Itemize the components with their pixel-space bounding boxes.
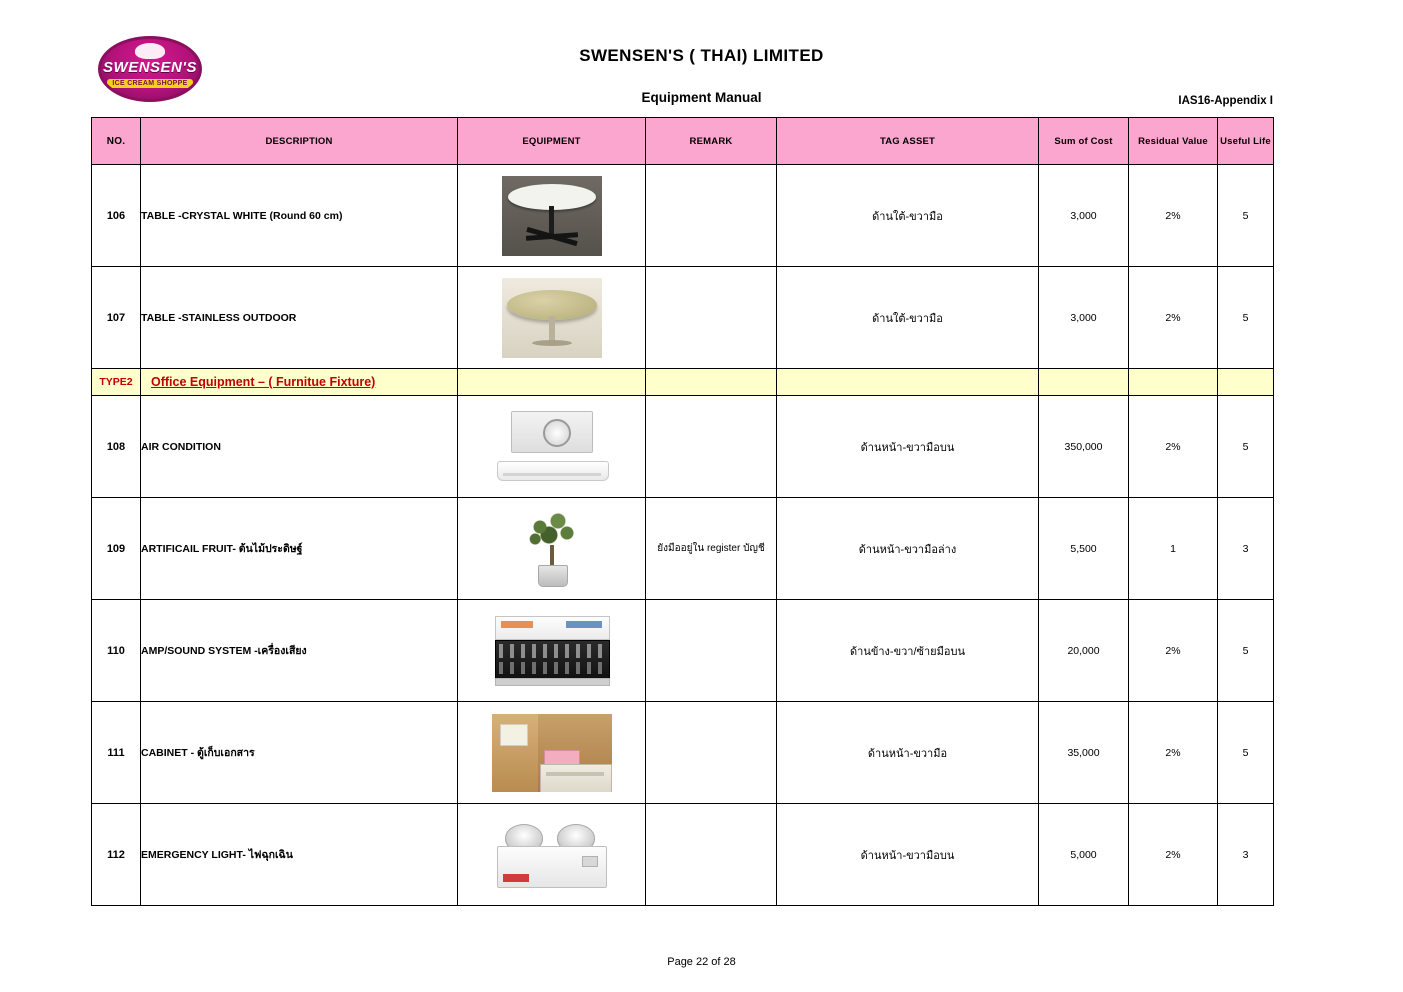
column-header-description: DESCRIPTION — [141, 118, 458, 165]
column-header-equipment: EQUIPMENT — [458, 118, 646, 165]
cell-description: EMERGENCY LIGHT- ไฟฉุกเฉิน — [141, 804, 458, 906]
pot-shape — [538, 565, 568, 587]
cell-remark — [646, 600, 777, 702]
cell-description: AMP/SOUND SYSTEM -เครื่องเสียง — [141, 600, 458, 702]
cell-equipment-image — [458, 165, 646, 267]
column-header-remark: REMARK — [646, 118, 777, 165]
cell-useful-life: 5 — [1218, 600, 1274, 702]
indoor-unit-shape — [497, 461, 609, 481]
emergency-light-photo — [489, 816, 614, 894]
cell-sum-of-cost: 5,000 — [1039, 804, 1129, 906]
cell-remark — [646, 165, 777, 267]
cabinet-photo — [492, 714, 612, 792]
stainless-outdoor-table-photo — [502, 278, 602, 358]
table-row — [92, 165, 1274, 267]
cell-useful-life: 5 — [1218, 396, 1274, 498]
cell-sum-of-cost: 3,000 — [1039, 165, 1129, 267]
column-header-tag-asset: TAG ASSET — [777, 118, 1039, 165]
cell-equipment-image — [458, 804, 646, 906]
column-header-no: NO. — [92, 118, 141, 165]
amp-knob-row-2-shape — [499, 662, 604, 674]
column-header-residual-value: Residual Value — [1129, 118, 1218, 165]
cell-useful-life: 5 — [1218, 267, 1274, 369]
cell-equipment-image — [458, 396, 646, 498]
table-row — [92, 702, 1274, 804]
cell-remark — [646, 804, 777, 906]
round-white-table-photo — [502, 176, 602, 256]
cell-residual-value: 2% — [1129, 396, 1218, 498]
cell-tag-asset: ด้านข้าง-ขวา/ซ้ายมือบน — [777, 600, 1039, 702]
cell-tag-asset: ด้านหน้า-ขวามือ — [777, 702, 1039, 804]
amp-brand-right-shape — [566, 621, 602, 628]
cell-tag-asset: ด้านหน้า-ขวามือบน — [777, 804, 1039, 906]
table-row — [92, 804, 1274, 906]
cell-type-blank-equipment — [458, 369, 646, 396]
light-switch-shape — [582, 856, 598, 867]
cell-equipment-image — [458, 600, 646, 702]
cell-type-blank-residual — [1129, 369, 1218, 396]
cell-useful-life: 3 — [1218, 498, 1274, 600]
column-header-useful-life: Useful Life — [1218, 118, 1274, 165]
cell-sum-of-cost: 3,000 — [1039, 267, 1129, 369]
cell-type-blank-tag — [777, 369, 1039, 396]
cell-tag-asset: ด้านหน้า-ขวามือล่าง — [777, 498, 1039, 600]
document-subtitle: Equipment Manual — [641, 90, 762, 105]
cell-residual-value: 2% — [1129, 267, 1218, 369]
cell-remark — [646, 396, 777, 498]
poster-shape — [500, 724, 528, 746]
vent-shape — [503, 473, 601, 476]
cell-no: 111 — [92, 702, 141, 804]
cell-equipment-image — [458, 267, 646, 369]
document-header — [0, 0, 1403, 110]
table-type-row — [92, 369, 1274, 396]
cell-remark — [646, 702, 777, 804]
cell-no: 108 — [92, 396, 141, 498]
cell-sum-of-cost: 5,500 — [1039, 498, 1129, 600]
amp-base-shape — [495, 678, 610, 686]
cell-remark — [646, 267, 777, 369]
cell-useful-life: 5 — [1218, 165, 1274, 267]
cell-equipment-image — [458, 702, 646, 804]
cell-tag-asset: ด้านใต้-ขวามือ — [777, 165, 1039, 267]
cell-type-blank-cost — [1039, 369, 1129, 396]
cell-type-label: Office Equipment – ( Furnitue Fixture) — [141, 369, 458, 396]
cell-useful-life: 3 — [1218, 804, 1274, 906]
cell-description: AIR CONDITION — [141, 396, 458, 498]
cell-equipment-image — [458, 498, 646, 600]
cell-residual-value: 2% — [1129, 702, 1218, 804]
cell-residual-value: 2% — [1129, 600, 1218, 702]
table-row — [92, 600, 1274, 702]
table-row — [92, 498, 1274, 600]
document-reference: IAS16-Appendix I — [1178, 95, 1273, 107]
amp-knob-row-shape — [499, 644, 604, 658]
logo-tagline: ICE CREAM SHOPPE — [107, 79, 192, 89]
cell-tag-asset: ด้านหน้า-ขวามือบน — [777, 396, 1039, 498]
cell-tag-asset: ด้านใต้-ขวามือ — [777, 267, 1039, 369]
artificial-plant-photo — [512, 509, 592, 589]
cell-description: ARTIFICAIL FRUIT- ต้นไม้ประดิษฐ์ — [141, 498, 458, 600]
page-footer: Page 22 of 28 — [667, 956, 736, 968]
cell-residual-value: 1 — [1129, 498, 1218, 600]
cell-remark: ยังมืออยู่ใน register บัญชี — [646, 498, 777, 600]
cell-no: 107 — [92, 267, 141, 369]
cell-useful-life: 5 — [1218, 702, 1274, 804]
cabinet-drawer-shape — [546, 772, 604, 776]
cell-no: 106 — [92, 165, 141, 267]
table-row — [92, 267, 1274, 369]
amp-top-unit-shape — [495, 616, 610, 640]
equipment-table — [91, 117, 1274, 906]
cell-sum-of-cost: 20,000 — [1039, 600, 1129, 702]
column-header-sum-of-cost: Sum of Cost — [1039, 118, 1129, 165]
fan-shape — [543, 419, 571, 447]
cell-residual-value: 2% — [1129, 804, 1218, 906]
cabinet-unit-shape — [540, 764, 612, 792]
cell-sum-of-cost: 350,000 — [1039, 396, 1129, 498]
cell-sum-of-cost: 35,000 — [1039, 702, 1129, 804]
table-header-row — [92, 118, 1274, 165]
company-title: SWENSEN'S ( THAI) LIMITED — [579, 46, 824, 65]
equipment-table-body — [92, 165, 1274, 906]
cell-description: TABLE -STAINLESS OUTDOOR — [141, 267, 458, 369]
table-base-shape — [532, 340, 572, 346]
cell-residual-value: 2% — [1129, 165, 1218, 267]
equipment-table-wrapper — [91, 117, 1273, 906]
cell-type-code: TYPE2 — [92, 369, 141, 396]
trunk-shape — [550, 545, 554, 567]
amp-brand-left-shape — [501, 621, 533, 628]
cell-type-blank-life — [1218, 369, 1274, 396]
cell-no: 112 — [92, 804, 141, 906]
air-conditioner-photo — [487, 407, 617, 487]
cell-type-blank-remark — [646, 369, 777, 396]
table-leg-shape — [549, 316, 555, 342]
cell-description: CABINET - ตู้เก็บเอกสาร — [141, 702, 458, 804]
cell-no: 109 — [92, 498, 141, 600]
amplifier-photo — [489, 612, 614, 690]
light-label-shape — [503, 874, 529, 882]
cell-no: 110 — [92, 600, 141, 702]
table-row — [92, 396, 1274, 498]
cell-description: TABLE -CRYSTAL WHITE (Round 60 cm) — [141, 165, 458, 267]
logo-wordmark: SWENSEN'S — [103, 58, 197, 76]
